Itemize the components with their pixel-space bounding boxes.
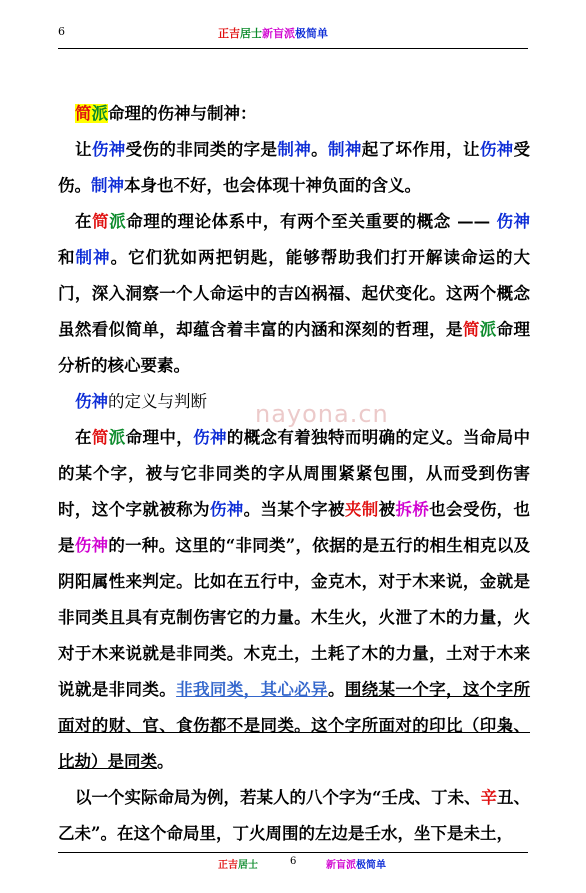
keyword-jian: 简 [75, 104, 92, 123]
keyword-pai: 派 [91, 104, 108, 123]
footer-title-part: 居士 [238, 860, 258, 871]
term-zhishen: 制神 [277, 140, 312, 159]
keyword-jian: 简 [91, 428, 109, 447]
header-title [218, 25, 328, 41]
paragraph-2 [58, 204, 530, 384]
section-title-highlight [75, 104, 108, 123]
keyword-jian: 简 [462, 320, 480, 339]
term-shangshen: 伤神 [193, 428, 227, 447]
section-title [58, 96, 530, 132]
term-chaiqiao: 拆桥 [395, 500, 430, 519]
keyword-pai: 派 [109, 212, 127, 231]
quote-link[interactable]: 非我同类，其心必异 [176, 680, 328, 699]
text-run: 。 [157, 752, 174, 771]
subheading-text: 的定义与判断 [108, 392, 207, 411]
header-title-part: 极简单 [295, 27, 328, 40]
text-run: 命理中， [125, 428, 194, 447]
header-title-part: 居士 [240, 27, 262, 40]
keyword-pai: 派 [479, 320, 497, 339]
keyword-jian: 简 [92, 212, 110, 231]
text-run: 。 [311, 140, 329, 159]
document-body [58, 96, 530, 852]
term-shangshen: 伤神 [74, 536, 109, 555]
header-divider [58, 48, 528, 49]
text-run: 本身也不好，也会体现十神负面的含义。 [124, 176, 421, 195]
text-run: 让 [75, 140, 92, 159]
footer-title-part: 极简单 [356, 860, 386, 871]
term-shangshen: 伤神 [75, 392, 108, 411]
text-run: 命理的理论体系中，有两个至关重要的概念 —— [126, 212, 497, 231]
section-title-text: 命理的伤神与制神： [108, 104, 257, 123]
underlined-text: 围绕某一个字，这个字所面对的财、官、食伤都不是同类。这个字所面对的印比（印枭、比劫）是同类 [58, 680, 531, 771]
page-header [0, 0, 586, 52]
text-run: 命理分析的核心要素。 [58, 320, 531, 375]
text-run: 被 [378, 500, 396, 519]
watermark: nayona.cn [255, 400, 389, 428]
text-run: 。 [327, 680, 345, 699]
text-run: 受伤。 [58, 140, 531, 195]
paragraph-4 [58, 780, 530, 852]
term-zhishen: 制神 [75, 248, 111, 267]
term-shangshen: 伤神 [496, 212, 531, 231]
text-run: 起了坏作用，让 [361, 140, 480, 159]
keyword-xin: 辛 [480, 788, 497, 807]
footer-divider [58, 852, 528, 853]
footer-page-number: 6 [290, 856, 297, 867]
footer-right-title [326, 856, 386, 871]
text-run: 。它们犹如两把钥匙，能够帮助我们打开解读命运的大门，深入洞察一个人命运中的吉凶祸福、起伏变化。这两个概念虽然看似简单，却蕴含着丰富的内涵和深刻的哲理，是 [58, 248, 531, 339]
page-footer [0, 848, 586, 878]
footer-title-part: 正吉 [218, 860, 238, 871]
term-shangshen: 伤神 [479, 140, 514, 159]
paragraph-1 [58, 132, 530, 204]
keyword-pai: 派 [108, 428, 126, 447]
header-page-number: 6 [58, 25, 65, 38]
text-run: 和 [58, 248, 76, 267]
term-jiazhi: 夹制 [344, 500, 379, 519]
header-title-part: 正吉 [218, 27, 240, 40]
term-zhishen: 制神 [91, 176, 124, 195]
paragraph-3 [58, 420, 530, 780]
term-zhishen: 制神 [328, 140, 362, 159]
term-shangshen: 伤神 [209, 500, 244, 519]
text-run: 也会受伤，也是 [58, 500, 531, 555]
text-run: 受伤的非同类的字是 [125, 140, 278, 159]
footer-title-part: 新盲派 [326, 860, 356, 871]
text-run: 在 [75, 428, 92, 447]
text-run: 丑、乙未”。在这个命局里，丁火周围的左边是壬水，坐下是未土， [58, 788, 530, 843]
footer-left-title [218, 856, 258, 871]
text-run: 。当某个字被 [243, 500, 345, 519]
term-shangshen: 伤神 [91, 140, 126, 159]
text-run: 以一个实际命局为例，若某人的八个字为“壬戌、丁未、 [75, 788, 481, 807]
text-run: 的一种。这里的“非同类”，依据的是五行的相生相克以及阴阳属性来判定。比如在五行中，金克木，对于木来说，金就是非同类且具有克制伤害它的力量。木生火，火泄了木的力量，火对于木来说就是非同类。木克土，土耗了木的力量，土对于木来说就是非同类。 [58, 536, 531, 699]
header-title-part: 新盲派 [262, 27, 295, 40]
text-run: 的概念有着独特而明确的定义。当命局中的某个字，被与它非同类的字从周围紧紧包围，从而受到伤害时，这个字就被称为 [58, 428, 531, 519]
text-run: 在 [75, 212, 93, 231]
